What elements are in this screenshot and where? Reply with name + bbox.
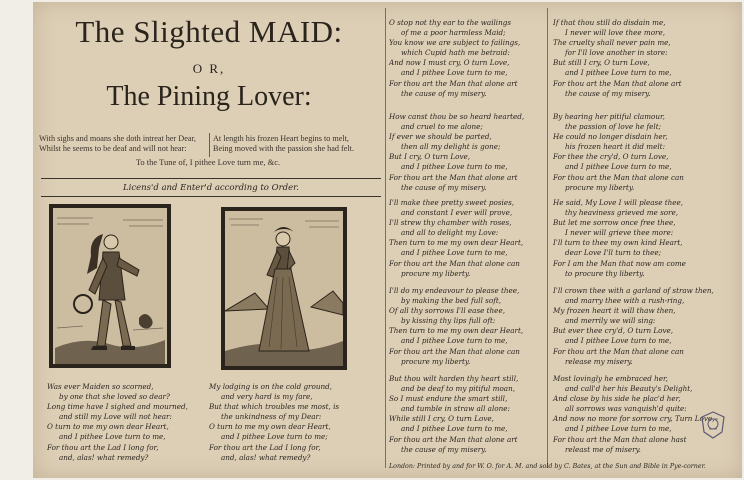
verse-line: and merrily we will sing: xyxy=(565,316,656,326)
verse-line: and I pithee Love turn to me, xyxy=(565,68,672,78)
verse-line: How canst thou be so heard hearted, xyxy=(389,112,525,121)
licence-line: Licens'd and Enter'd according to Order. xyxy=(123,183,299,193)
verse-line: For thou art the Man that alone can xyxy=(389,346,520,356)
verse-line: and constant I ever will prove, xyxy=(401,208,513,218)
verse-line: and I pithee Love turn to me, xyxy=(565,162,672,172)
subtitle-right xyxy=(213,134,381,154)
verse-line: For thou art the Lad I long for, xyxy=(209,442,321,452)
verse-line: So I must endure the smart still, xyxy=(389,394,508,404)
verse-line: and I pithee Love turn to me, xyxy=(59,432,166,442)
verse-line: He could no longer disdain her, xyxy=(553,132,668,142)
stanza-6 xyxy=(389,286,523,367)
verse-line: I'll turn to thee my own kind Heart, xyxy=(553,238,683,248)
verse-line: the cause of my misery. xyxy=(401,182,487,192)
verse-line: O turn to me my own dear Heart, xyxy=(47,422,169,432)
stanza-3 xyxy=(389,18,520,99)
verse-line: I'll make thee pretty sweet posies, xyxy=(389,198,515,207)
verse-line: by making the bed full soft, xyxy=(401,296,502,306)
verse-line: and I pithee Love turn to me, xyxy=(401,336,508,346)
verse-line: For thou art the Man that alone art xyxy=(389,172,518,182)
verse-line: and I pithee Love turn to me, xyxy=(401,424,508,434)
verse-line: Then turn to me my own dear Heart, xyxy=(389,326,524,336)
verse-line: and I pithee Love turn to me, xyxy=(401,68,508,78)
verse-line: For thou art the Man that alone art xyxy=(553,78,682,88)
stanza-2 xyxy=(209,382,339,463)
rule-top xyxy=(41,178,381,179)
verse-line: O turn to me my own dear Heart, xyxy=(209,422,331,432)
verse-line: I never will love thee more, xyxy=(565,28,666,38)
verse-line: and tumble in straw all alone: xyxy=(401,404,510,414)
verse-line: which Cupid hath me betraid: xyxy=(401,48,510,58)
title-column xyxy=(33,2,383,478)
verse-line: I never will grieve thee more: xyxy=(565,228,674,238)
verse-line: and I pithee Love turn to me, xyxy=(401,248,508,258)
stanza-4 xyxy=(389,112,524,193)
verse-line: For thou art the Man that alone can xyxy=(553,172,684,182)
verse-line: My lodging is on the cold ground, xyxy=(209,382,332,391)
verse-line: And close by his side he plac'd her, xyxy=(553,394,681,404)
verse-line: procure my liberty. xyxy=(401,356,471,366)
stanza-5 xyxy=(389,198,523,279)
verse-line: For thou art the Man that alone art xyxy=(389,78,518,88)
verse-line: and call'd her his Beauty's Delight, xyxy=(565,384,693,394)
stanza-10 xyxy=(553,198,686,279)
verse-line: For thou art the Man that alone can xyxy=(389,258,520,268)
verse-line: then all my delight is gone; xyxy=(401,142,501,152)
verse-line: his frozen heart it did melt: xyxy=(565,142,665,152)
verse-line: But ever thee cry'd, O turn Love, xyxy=(553,326,674,336)
verse-line: Was ever Maiden so scorned, xyxy=(47,382,154,391)
verse-line: I'll strew thy chamber with roses, xyxy=(389,218,512,228)
verse-line: and, alas! what remedy? xyxy=(59,452,149,462)
verse-line: But let me sorrow once free thee, xyxy=(553,218,676,228)
verse-line: and I pithee Love turn to me, xyxy=(565,336,672,346)
subtitle-right-line: At length his frozen Heart begins to melt, xyxy=(213,134,349,143)
verse-line: and be deaf to my pitiful moan, xyxy=(401,384,515,394)
stanza-7 xyxy=(389,374,518,455)
verse-line: and I pithee Love turn to me, xyxy=(401,162,508,172)
verse-line: and still my Love will not hear: xyxy=(59,412,172,422)
verse-line: He said, My Love I will please thee, xyxy=(553,198,684,207)
verse-line: And now I must cry, O turn Love, xyxy=(389,58,510,68)
verse-line: For I am the Man that now am come xyxy=(553,258,686,268)
verse-line: and, alas! what remedy? xyxy=(221,452,311,462)
verse-line: I'll do my endeavour to please thee, xyxy=(389,286,520,295)
rule-bottom xyxy=(41,196,381,197)
verse-line: the cause of my misery. xyxy=(565,88,651,98)
verse-line: by kissing thy lips full oft: xyxy=(401,316,496,326)
verse-line: all sorrows was vanquish'd quite: xyxy=(565,404,687,414)
library-stamp-icon xyxy=(700,410,726,440)
verse-line: For thou art the Lad I long for, xyxy=(47,442,159,452)
verse-line: the unkindness of my Dear: xyxy=(221,412,322,422)
verse-line: for I'll love another in store: xyxy=(565,48,668,58)
title-line-1: The Slighted MAID: xyxy=(75,14,343,49)
verse-line: Of all thy sorrows I'll ease thee, xyxy=(389,306,505,316)
stanza-8 xyxy=(553,18,682,99)
verse-line: releast me of misery. xyxy=(565,444,641,454)
verse-line: and I pithee Love turn to me; xyxy=(221,432,328,442)
verse-line: dear Love I'll turn to thee; xyxy=(565,248,662,258)
verse-line: But thou wilt harden thy heart still, xyxy=(389,374,519,383)
verse-line: For thou art the Man that alone can xyxy=(553,346,684,356)
verse-line: But I cry, O turn Love, xyxy=(389,152,471,162)
verse-line: O stop not thy ear to the wailings xyxy=(389,18,512,27)
stanza-9 xyxy=(553,112,684,193)
verse-line: the passion of love he felt; xyxy=(565,122,662,132)
column-rule xyxy=(385,8,386,468)
verse-line: and all to delight my Love: xyxy=(401,228,499,238)
verse-line: and marry thee with a rush-ring, xyxy=(565,296,685,306)
subtitle-divider xyxy=(209,133,210,157)
verse-line: And now no more for sorrow cry, Turn Love, xyxy=(553,414,715,424)
verse-line: procure my liberty. xyxy=(401,268,471,278)
verse-line: and very hard is my fare, xyxy=(221,392,313,402)
verse-line: to procure thy liberty. xyxy=(565,268,645,278)
verse-line: You know we are subject to failings, xyxy=(389,38,521,48)
verse-line: Long time have I sighed and mourned, xyxy=(47,402,188,412)
stanza-1 xyxy=(47,382,188,463)
subtitle-left-line: Whilst he seems to be deaf and will not hear: xyxy=(39,144,187,153)
verse-line: The cruelty shall never pain me, xyxy=(553,38,671,48)
verse-line: Then turn to me my own dear Heart, xyxy=(389,238,524,248)
woman-woodcut-icon xyxy=(221,207,347,370)
verse-line: of me a poor harmless Maid; xyxy=(401,28,506,38)
verse-line: While still I cry, O turn Love, xyxy=(389,414,494,424)
title-line-2: The Pining Lover: xyxy=(106,81,312,112)
verse-line: the cause of my misery. xyxy=(401,444,487,454)
stanza-11 xyxy=(553,286,714,367)
verse-line: My frozen heart it will thaw then, xyxy=(553,306,676,316)
or-word: O R, xyxy=(192,61,226,76)
subtitle-left-line: With sighs and moans she doth intreat her Dear, xyxy=(39,134,196,143)
subtitle-left xyxy=(39,134,207,154)
verse-line: thy heaviness grieved me sore, xyxy=(565,208,679,218)
verse-line: If ever we should be parted, xyxy=(389,132,492,142)
verse-line: By hearing her pitiful clamour, xyxy=(553,112,665,121)
man-woodcut-icon xyxy=(49,204,171,368)
stanza-12 xyxy=(553,374,714,455)
verse-line: If that thou still do disdain me, xyxy=(553,18,666,27)
verse-line: But still I cry, O turn Love, xyxy=(553,58,650,68)
subtitle-right-line: Being moved with the passion she had felt. xyxy=(213,144,354,153)
verse-line: the cause of my misery. xyxy=(401,88,487,98)
verse-line: For thou art the Man that alone art xyxy=(389,434,518,444)
verse-line: release my misery. xyxy=(565,356,633,366)
tune-line: To the Tune of, I pithee Love turn me, &c. xyxy=(135,157,281,167)
broadside-sheet xyxy=(33,2,742,478)
verse-line: Most lovingly he embraced her, xyxy=(553,374,668,383)
verse-line: by one that she loved so dear? xyxy=(59,392,170,402)
verse-line: I'll crown thee with a garland of straw then, xyxy=(553,286,714,295)
verse-line: But that which troubles me most, is xyxy=(209,402,340,412)
verse-line: procure my liberty. xyxy=(565,182,635,192)
verse-line: and I pithee Love turn to me, xyxy=(565,424,672,434)
verse-line: For thou art the Man that alone hast xyxy=(553,434,687,444)
verse-line: and cruel to me alone; xyxy=(401,122,483,132)
column-rule xyxy=(547,8,548,468)
imprint-line: London: Printed by and for W. O. for A. M. and sold by C. Bates, at the Sun and Bible in Pye-corner. xyxy=(389,463,706,470)
verse-line: For thee the cry'd, O turn Love, xyxy=(553,152,669,162)
